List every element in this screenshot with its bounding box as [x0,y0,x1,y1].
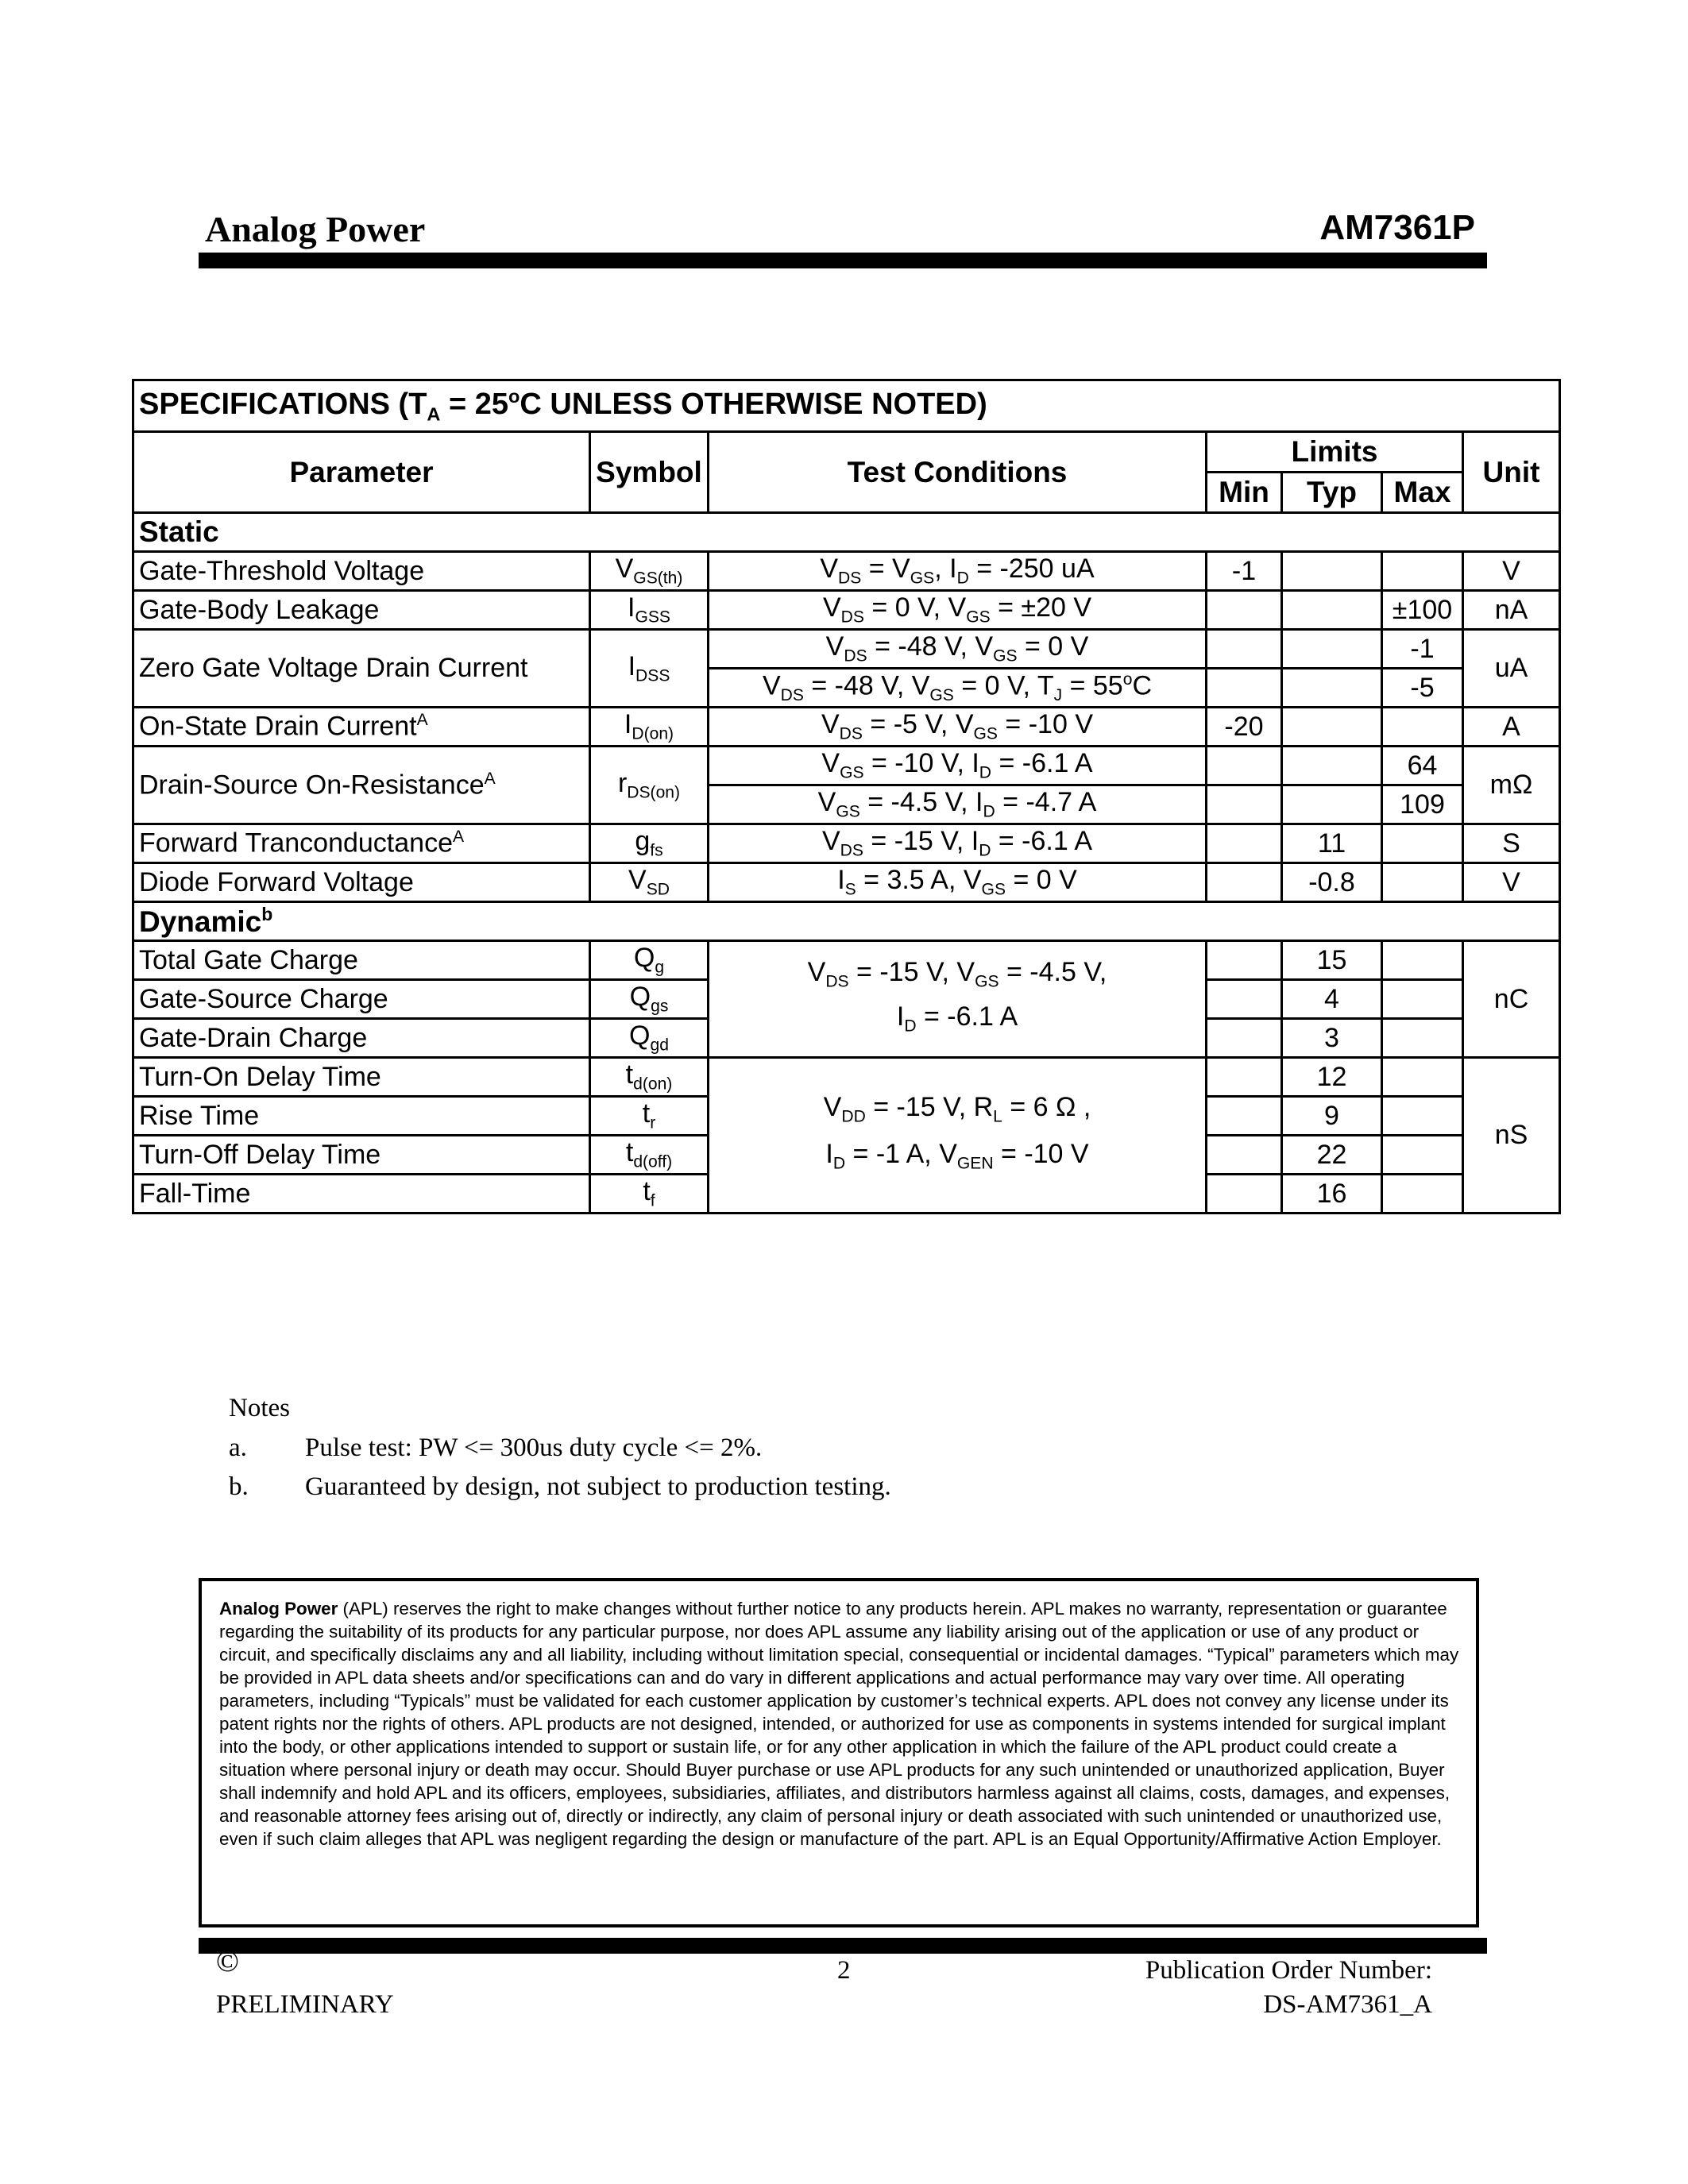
section-static: Static [133,513,1560,552]
typ-cell [1282,591,1382,630]
col-test-conditions: Test Conditions [709,432,1207,513]
symbol-cell: $t_f$ [590,1175,709,1214]
typ-cell: 4 [1282,980,1382,1019]
disclaimer-text: Analog Power (APL) reserves the right to make changes without further notice to any products herein. APL makes no warranty, representation or guarantee regarding the suitability of its products for any particular purpose, nor does APL assume any liability arising out of the application or use of any product or circuit, and specifically disclaims any and all liability, including without limitation special, consequential or incidental damages. “Typical” parameters which may be provided in APL data sheets and/or specifications can and do vary in different applications and actual performance may vary over time. All operating parameters, including “Typicals” must be validated for each customer application by customer’s technical experts. APL does not convey any license under its patent rights nor the rights of others. APL products are not designed, intended, or authorized for use as components in systems intended for surgical implant into the body, or other applications intended to support or sustain life, or for any other application in which the failure of the APL product could create a situation where personal injury or death may occur. Should Buyer purchase or use APL products for any such unintended or unauthorized application, Buyer shall indemnify and hold APL and its officers, employees, subsidiaries, affiliates, and distributors harmless against all claims, costs, damages, and expenses, and reasonable attorney fees arising out of, directly or indirectly, any claim of personal injury or death associated with such unintended or unauthorized use, even if such claim alleges that APL was negligent regarding the design or manufacture of the part. APL is an Equal Opportunity/Affirmative Action Employer. [219,1599,1459,1849]
col-min: Min [1207,473,1282,513]
param-cell: Gate-Threshold Voltage [133,552,590,591]
company-name: Analog Power [205,209,426,249]
typ-cell: 3 [1282,1019,1382,1058]
symbol-cell: $Q_{gs}$ [590,980,709,1019]
min-cell [1207,747,1282,785]
typ-cell: -0.8 [1282,863,1382,902]
notes-heading: Notes [229,1394,290,1422]
footer-rule [199,1938,1487,1954]
typ-cell: 16 [1282,1175,1382,1214]
min-cell: -1 [1207,552,1282,591]
symbol-cell: $t_r$ [590,1097,709,1136]
max-cell [1382,824,1463,863]
param-cell: Turn-On Delay Time [133,1058,590,1097]
min-cell [1207,941,1282,980]
condition-cell: $V_{GS} = -4.5$ V, $I_D = -4.7$ A [709,785,1207,824]
typ-cell: 11 [1282,824,1382,863]
max-cell [1382,980,1463,1019]
part-number: AM7361P [1319,208,1475,247]
min-cell [1207,630,1282,669]
symbol-cell: $g_{fs}$ [590,824,709,863]
max-cell [1382,1136,1463,1175]
typ-cell [1282,630,1382,669]
param-cell: On-State Drain Current$^A$ [133,708,590,747]
symbol-cell: $Q_{gd}$ [590,1019,709,1058]
typ-cell: 22 [1282,1136,1382,1175]
max-cell: 64 [1382,747,1463,785]
param-cell: Drain-Source On-Resistance$^A$ [133,747,590,824]
min-cell [1207,591,1282,630]
publication-label: Publication Order Number: [1145,1956,1432,1985]
typ-cell [1282,708,1382,747]
page-number: 2 [837,1956,851,1985]
param-cell: Zero Gate Voltage Drain Current [133,630,590,708]
note-letter: a. [229,1433,247,1462]
table-row [133,591,1560,630]
condition-cell: $I_S = 3.5$ A, $V_{GS} = 0$ V [709,863,1207,902]
unit-cell: uA [1463,630,1560,708]
param-cell: Gate-Drain Charge [133,1019,590,1058]
min-cell [1207,1097,1282,1136]
copyright-icon: © [216,1945,239,1978]
spec-title: SPECIFICATIONS ($T_A = 25^oC$ UNLESS OTHERWISE NOTED) [133,380,1560,432]
max-cell [1382,1019,1463,1058]
table-row [133,1058,1560,1097]
min-cell: -20 [1207,708,1282,747]
symbol-cell: $Q_g$ [590,941,709,980]
max-cell [1382,1175,1463,1214]
max-cell [1382,1058,1463,1097]
disclaimer-box [199,1578,1479,1927]
unit-cell: nS [1463,1058,1560,1214]
table-row [133,630,1560,669]
unit-cell: mΩ [1463,747,1560,824]
section-dynamic: Dynamic$^b$ [133,902,1560,941]
max-cell [1382,863,1463,902]
typ-cell [1282,552,1382,591]
unit-cell: V [1463,552,1560,591]
symbol-cell: $r_{DS(on)}$ [590,747,709,824]
condition-cell: $V_{DS} = 0$ V, $V_{GS} = \pm 20$ V [709,591,1207,630]
max-cell [1382,552,1463,591]
unit-cell: nC [1463,941,1560,1058]
param-cell: Gate-Source Charge [133,980,590,1019]
param-cell: Turn-Off Delay Time [133,1136,590,1175]
param-cell: Rise Time [133,1097,590,1136]
header-rule [199,253,1487,268]
col-symbol: Symbol [590,432,709,513]
symbol-cell: $I_{DSS}$ [590,630,709,708]
unit-cell: V [1463,863,1560,902]
min-cell [1207,1136,1282,1175]
typ-cell [1282,747,1382,785]
unit-cell: nA [1463,591,1560,630]
unit-cell: S [1463,824,1560,863]
note-text: Guaranteed by design, not subject to production testing. [305,1472,891,1501]
unit-cell: A [1463,708,1560,747]
max-cell [1382,1097,1463,1136]
symbol-cell: $V_{SD}$ [590,863,709,902]
condition-cell: $V_{DS} = -48$ V, $V_{GS} = 0$ V [709,630,1207,669]
col-limits: Limits [1207,432,1463,473]
min-cell [1207,863,1282,902]
col-unit: Unit [1463,432,1560,513]
condition-cell: $V_{DD} = -15$ V, $R_L = 6$ Ω , $I_D = -1$ A, $V_{GEN} = -10$ V [709,1058,1207,1214]
table-row [133,708,1560,747]
specifications-table [132,379,1561,1214]
col-max: Max [1382,473,1463,513]
max-cell: 109 [1382,785,1463,824]
table-row [133,747,1560,785]
document-number: DS-AM7361_A [1263,1990,1432,2019]
param-cell: Total Gate Charge [133,941,590,980]
min-cell [1207,824,1282,863]
min-cell [1207,980,1282,1019]
table-row [133,552,1560,591]
symbol-cell: $t_{d(off)}$ [590,1136,709,1175]
typ-cell: 15 [1282,941,1382,980]
table-row [133,824,1560,863]
note-letter: b. [229,1472,249,1501]
condition-cell: $V_{DS} = V_{GS}$, $I_D = -250$ uA [709,552,1207,591]
max-cell [1382,941,1463,980]
table-row [133,863,1560,902]
max-cell: ±100 [1382,591,1463,630]
param-cell: Diode Forward Voltage [133,863,590,902]
condition-cell: $V_{DS} = -15$ V, $V_{GS} = -4.5$ V, $I_D = -6.1$ A [709,941,1207,1058]
condition-cell: $V_{DS} = -48$ V, $V_{GS} = 0$ V, $T_J = 55^oC$ [709,669,1207,708]
symbol-cell: $I_{GSS}$ [590,591,709,630]
col-parameter: Parameter [133,432,590,513]
min-cell [1207,669,1282,708]
symbol-cell: $t_{d(on)}$ [590,1058,709,1097]
max-cell [1382,708,1463,747]
symbol-cell: $V_{GS(th)}$ [590,552,709,591]
min-cell [1207,1058,1282,1097]
typ-cell [1282,785,1382,824]
max-cell: -5 [1382,669,1463,708]
preliminary-label: PRELIMINARY [216,1990,394,2019]
table-row [133,941,1560,980]
typ-cell: 9 [1282,1097,1382,1136]
typ-cell: 12 [1282,1058,1382,1097]
min-cell [1207,1019,1282,1058]
min-cell [1207,785,1282,824]
condition-cell: $V_{DS} = -5$ V, $V_{GS} = -10$ V [709,708,1207,747]
condition-cell: $V_{GS} = -10$ V, $I_D = -6.1$ A [709,747,1207,785]
param-cell: Forward Tranconductance$^A$ [133,824,590,863]
condition-cell: $V_{DS} = -15$ V, $I_D = -6.1$ A [709,824,1207,863]
typ-cell [1282,669,1382,708]
max-cell: -1 [1382,630,1463,669]
col-typ: Typ [1282,473,1382,513]
param-cell: Gate-Body Leakage [133,591,590,630]
min-cell [1207,1175,1282,1214]
symbol-cell: $I_{D(on)}$ [590,708,709,747]
param-cell: Fall-Time [133,1175,590,1214]
note-text: Pulse test: PW <= 300us duty cycle <= 2%. [305,1433,763,1462]
